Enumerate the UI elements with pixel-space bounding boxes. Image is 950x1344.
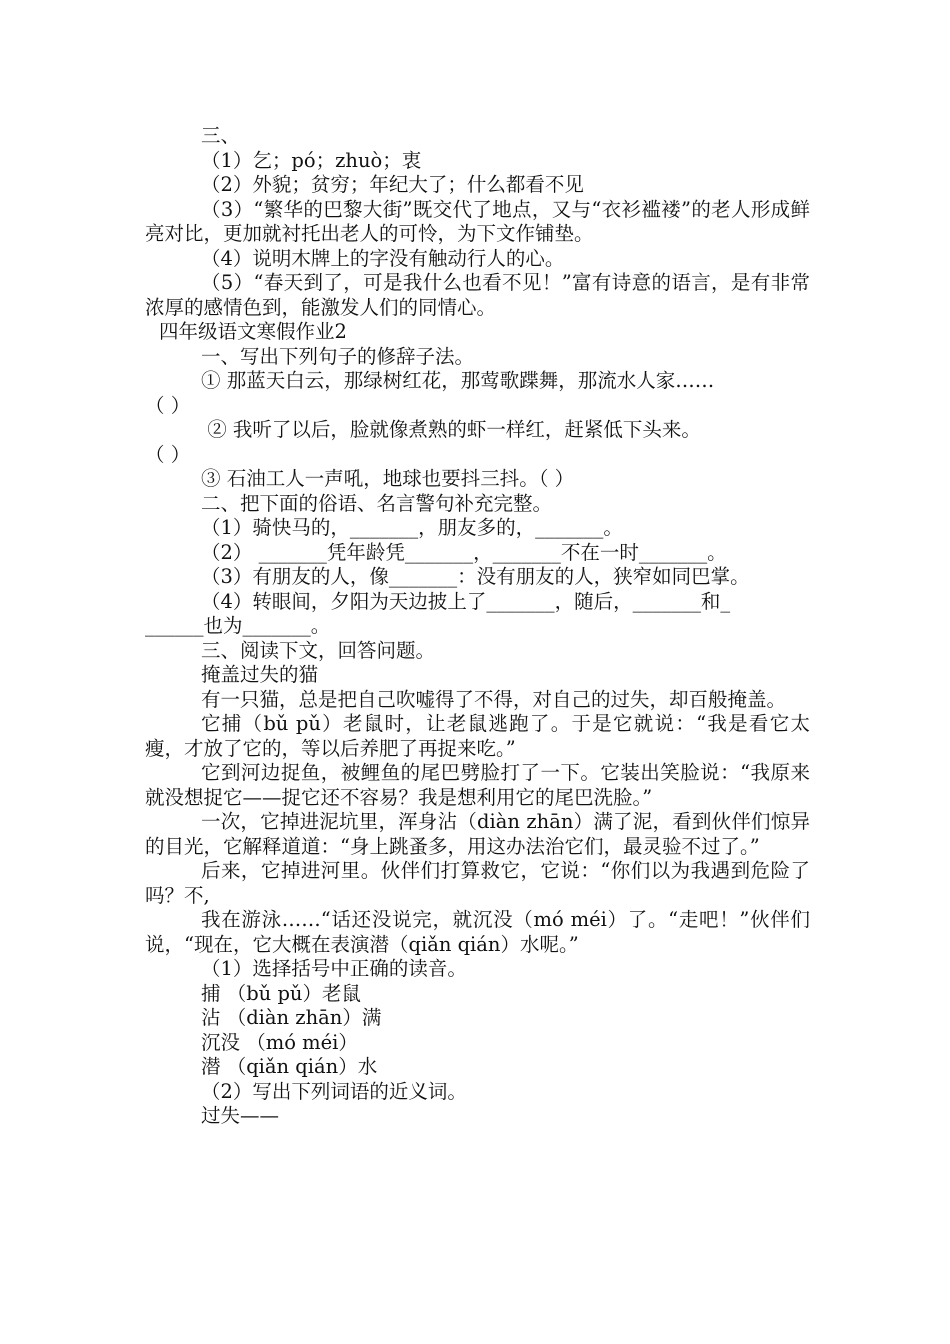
text-line: 它捕（bǔ pǔ）老鼠时，让老鼠逃跑了。于是它就说：“我是看它太瘦，才放了它的，等以后养肥了再捉来吃。”	[145, 712, 810, 760]
text-line: 掩盖过失的猫	[201, 663, 319, 686]
text-line: 后来，它掉进河里。伙伴们打算救它，它说：“你们以为我遇到危险了吗？不,	[145, 859, 810, 907]
text-line: （1）乞；pó；zhuò；衷	[201, 148, 422, 172]
text-line: 潜 （qiǎn qián）水	[201, 1055, 378, 1078]
text-line: （3）有朋友的人，像_______：没有朋友的人，狭窄如同巴掌。	[201, 565, 750, 588]
text-line: （3）“繁华的巴黎大街”既交代了地点，又与“衣衫褴褛”的老人形成鲜亮对比，更加就衬托出老人的可怜，为下文作铺垫。	[145, 197, 810, 245]
text-line: （2） _______凭年龄凭_______，_______不在一时_______。	[201, 540, 727, 564]
text-line: （ ）	[145, 442, 191, 466]
text-line: （2）外貌；贫穷；年纪大了；什么都看不见	[201, 173, 584, 196]
text-line: 二、把下面的俗语、名言警句补充完整。	[201, 491, 553, 515]
text-line: 三、	[201, 124, 241, 147]
text-line: 三、阅读下文，回答问题。	[201, 638, 436, 662]
text-line: 有一只猫，总是把自己吹嘘得了不得，对自己的过失，却百般掩盖。	[201, 687, 787, 711]
text-line: 捕 （bǔ pǔ）老鼠	[201, 981, 361, 1005]
text-line: 四年级语文寒假作业2	[159, 320, 347, 343]
text-line: 我在游泳……“话还没说完，就沉没（mó méi）了。“走吧！”伙伴们说，“现在，它大概在表演潜（qiǎn qián）水呢。”	[145, 908, 810, 956]
text-line: ③ 石油工人一声吼，地球也要抖三抖。（ ）	[201, 467, 575, 490]
text-line: （5）“春天到了，可是我什么也看不见！”富有诗意的语言，是有非常浓厚的感情色到，能激发人们的同情心。	[145, 271, 810, 319]
text-line: 一、写出下列句子的修辞子法。	[201, 344, 475, 368]
text-line: 它到河边捉鱼，被鲤鱼的尾巴劈脸打了一下。它装出笑脸说：“我原来就没想捉它——捉它还不容易？我是想利用它的尾巴洗脸。”	[145, 761, 810, 809]
text-line: （1）选择括号中正确的读音。	[201, 957, 467, 980]
text-line: （4）说明木牌上的字没有触动行人的心。	[201, 246, 565, 270]
text-line: （ ）	[145, 393, 191, 417]
document-page	[145, 124, 810, 1129]
text-line: （4）转眼间，夕阳为天边披上了_______，随后，_______和_	[201, 589, 731, 613]
text-line: （2）写出下列词语的近义词。	[201, 1079, 467, 1103]
text-line: （1）骑快马的，_______，朋友多的，_______。	[201, 516, 623, 539]
text-line: 过失——	[201, 1104, 280, 1127]
text-line: ② 我听了以后，脸就像煮熟的虾一样红，赶紧低下头来。	[201, 418, 701, 441]
text-line: ______也为_______。	[145, 614, 331, 637]
text-line: 一次，它掉进泥坑里，浑身沾（diàn zhān）满了泥，看到伙伴们惊异的目光，它解释道道：“身上跳蚤多，用这办法治它们，最灵验不过了。”	[145, 810, 810, 858]
text-line: 沾 （diàn zhān）满	[201, 1006, 382, 1029]
text-line: ① 那蓝天白云，那绿树红花，那莺歌蹀舞，那流水人家……	[201, 369, 715, 392]
text-line: 沉没 （mó méi）	[201, 1030, 358, 1054]
